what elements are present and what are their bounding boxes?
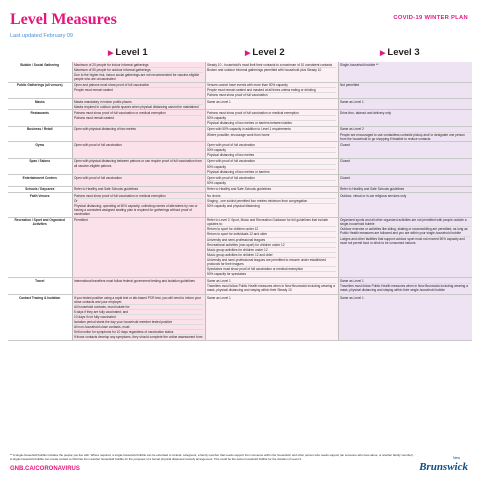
measure-text: Refer to Healthy and Safe Schools guidelines — [207, 187, 272, 192]
measure-text: Physical distancing of two metres or barriers between tables — [207, 121, 292, 126]
level-3-cell — [338, 192, 472, 217]
measure-text: Open with proof of full vaccination — [207, 143, 336, 148]
level-2-cell — [205, 277, 338, 294]
level-1-cell — [72, 175, 205, 186]
level-3-cell — [338, 217, 472, 277]
measure-text: Physical distancing; operating at 50% capacity; collecting names of attendees by row or having a consistent assigned seating plan is required for gatherings without proof of vaccination — [74, 203, 198, 216]
measure-text: Single-household bubble ** — [340, 62, 379, 67]
measure-text: Closed — [340, 159, 350, 164]
level-2-cell — [205, 82, 338, 98]
measure-text: Same as Level 1 — [207, 99, 231, 104]
row-category: Business / Retail — [8, 126, 72, 141]
measure-text: Closed — [340, 142, 350, 147]
measure-text: Music group activities for children under 12 — [207, 248, 336, 253]
measure-text: Maximum of 50 people for outdoor informal gatherings — [74, 68, 203, 73]
measure-text: Where possible, encourage work from home — [207, 132, 270, 137]
measure-text: 50% capacity — [207, 148, 336, 153]
level-1-header: ▶ Level 1 — [108, 47, 148, 58]
measure-text: Open with proof of full vaccination — [74, 175, 122, 180]
row-category: Bubble / Social Gathering — [8, 62, 72, 82]
level-1-cell — [72, 158, 205, 174]
measure-text: 50% capacity — [207, 116, 336, 121]
table-row — [8, 126, 472, 141]
footnote: ** A single-household bubble includes the people you live with. Where required, a single-household bubble can be extended to include: caregivers; a family member that needs support from someone within the household; and other person who needs support (an someone who lives alone, or another family member). A single-household bubble can create contact a child has from another household bubble for the purposes of a formal physical distanced custody arrangement. This could be the same household bubble for the duration of Level 3. — [10, 453, 414, 461]
measure-text: 50% capacity — [207, 165, 336, 170]
level-2-cell — [205, 99, 338, 110]
measure-text: Broken and outdoor informal gatherings permitted with household plus Steady 10 — [207, 67, 322, 72]
measure-text: Masks required in outdoor public spaces when physical distancing cannot be maintained — [74, 104, 199, 109]
measure-text: Due to the higher risk, indoor social gatherings are not recommended for vaccine-eligible people who are unvaccinated — [74, 72, 200, 81]
measure-text: 10 days if not fully vaccinated — [74, 315, 203, 320]
measure-text: Organized sports and all other organized activities are not permitted with people outside a single-household bubble — [340, 218, 471, 227]
level-3-cell — [338, 82, 472, 98]
measure-text: All non-household close contacts, must: — [74, 325, 203, 330]
table-row — [8, 158, 472, 174]
measure-text: Refer to Level 2: Sport, Music and Recreation Guidance for full guidelines that include updates to: — [207, 218, 336, 227]
row-category: Entertainment Centres — [8, 175, 72, 186]
level-2-cell — [205, 217, 338, 277]
measure-text: 5 days if they are fully vaccinated; and — [74, 310, 203, 315]
row-category: Gyms — [8, 142, 72, 158]
level-2-cell — [205, 192, 338, 217]
row-category: Faith Venues — [8, 192, 72, 217]
table-row — [8, 62, 472, 82]
level-2-cell — [205, 126, 338, 141]
measure-text: Not permitted — [340, 83, 360, 88]
measure-text: Closed — [340, 175, 350, 180]
measure-text: All household contacts, must isolate for: — [74, 305, 203, 310]
row-category: Recreation / Sport and Organized Activities — [8, 217, 72, 277]
level-2-cell — [205, 158, 338, 174]
measure-text: Patrons must show proof of full vaccination or medical exemption — [207, 111, 336, 116]
row-category: Travel — [8, 277, 72, 294]
measure-text: Refer to Healthy and Safe Schools guidelines — [74, 187, 139, 192]
measure-text: Recreational activities (non-sport) for children under 12 — [207, 243, 336, 248]
row-category: Schools / Daycares — [8, 186, 72, 192]
measure-text: Singing - one soloist permitted four metres minimum from congregation — [207, 199, 336, 204]
row-category: Public Gatherings (all venues) — [8, 82, 72, 98]
measure-text: 50% capacity and physical distancing — [207, 203, 260, 208]
row-category: Masks — [8, 99, 72, 110]
table-row — [8, 110, 472, 126]
arrow-icon: ▶ — [245, 50, 251, 57]
measure-text: People must remain seated and masked at all times unless eating or drinking — [207, 88, 336, 93]
level-1-cell — [72, 192, 205, 217]
level-2-header: ▶ Level 2 — [245, 47, 285, 58]
level-1-cell — [72, 142, 205, 158]
measure-text: Patrons must remain seated — [74, 116, 114, 121]
measure-text: Same as Level 1 — [340, 295, 364, 300]
level-2-cell — [205, 142, 338, 158]
measure-text: Same as Level 1 — [340, 99, 364, 104]
measure-text: University and semi-professional leagues are permitted to resume under established protocols for their leagues — [207, 258, 336, 267]
table-row — [8, 294, 472, 340]
measure-text: Maximum of 20 people for indoor informal gatherings — [74, 63, 203, 68]
level-1-cell — [72, 110, 205, 126]
measure-text: Self-monitor for symptoms for 10 days regardless of vaccination status — [74, 330, 203, 335]
level-1-cell — [72, 277, 205, 294]
table-row — [8, 99, 472, 110]
table-row — [8, 142, 472, 158]
measure-text: Open with 50% capacity in addition to Level 1 requirements — [207, 127, 336, 132]
table-row — [8, 192, 472, 217]
level-3-cell — [338, 158, 472, 174]
measure-text: Travellers must follow Public Health measures when in New Brunswick including wearing a mask, physical distancing and staying within their Steady 10 — [207, 283, 335, 292]
measure-text: Open with proof of full vaccination — [207, 159, 336, 164]
measure-text: Or — [74, 199, 203, 204]
measure-text: Open with proof of full vaccination — [74, 142, 122, 147]
measure-text: Patrons must show proof of full vaccination or medical exemption — [74, 111, 203, 116]
level-3-cell — [338, 142, 472, 158]
row-category: Spas / Salons — [8, 158, 72, 174]
measure-text: Same as Level 1 — [207, 295, 231, 300]
level-2-cell — [205, 175, 338, 186]
level-1-cell — [72, 217, 205, 277]
level-3-cell — [338, 110, 472, 126]
measure-text: Open and patrons must show proof of full vaccination — [74, 83, 203, 88]
row-category: Contact Tracing & Isolation — [8, 294, 72, 340]
level-2-cell — [205, 62, 338, 82]
measure-text: University and semi-professional leagues — [207, 238, 336, 243]
measure-text: International travellers must follow federal government testing and isolation guidelines — [74, 278, 195, 283]
measure-text: Return to sport for children under 12 — [207, 227, 336, 232]
plan-label: COVID-19 WINTER PLAN — [393, 15, 468, 21]
measure-text: Permitted — [74, 218, 88, 223]
level-3-cell — [338, 294, 472, 340]
measure-text: Same as Level 1 — [340, 279, 471, 284]
measure-text: People must remain seated — [74, 88, 113, 93]
nb-logo — [408, 455, 468, 475]
measure-text: Return to sport for individuals 12 and older — [207, 232, 336, 237]
level-3-cell — [338, 175, 472, 186]
measure-text: 50% capacity for spectators — [207, 272, 247, 277]
level-3-cell — [338, 62, 472, 82]
measure-text: Lodges and other facilities that support outdoor sport must not exceed 50% capacity and must not permit food or drink to be consumed indoors — [340, 236, 465, 245]
level-1-cell — [72, 82, 205, 98]
measure-text: If those contacts develop any symptoms, they should complete the online assessment form — [74, 335, 203, 340]
table-row — [8, 175, 472, 186]
measure-text: No choirs — [207, 194, 336, 199]
measure-text: Venues cannot have events with more than 50% capacity — [207, 83, 336, 88]
level-1-cell — [72, 99, 205, 110]
arrow-icon: ▶ — [108, 50, 114, 57]
measure-text: Music group activities for children 12 and older — [207, 253, 336, 258]
page-title: Level Measures — [10, 11, 117, 28]
level-3-cell — [338, 277, 472, 294]
measure-text: Patrons must show proof of full vaccination or medical exemption — [74, 194, 203, 199]
level-1-cell — [72, 62, 205, 82]
level-2-cell — [205, 110, 338, 126]
measure-text: Travellers must follow Public Health measures when in New Brunswick including wearing a mask, physical distancing and staying within their single-household bubble — [340, 283, 468, 292]
level-headers — [0, 47, 480, 61]
measure-text: Physical distancing of two metres or barriers — [207, 169, 270, 174]
measure-text: Outdoor exercise or activities like skiing, skating or snowmobiling are permitted, as long as Public Health measures are followed and you are within your single-household bubble — [340, 227, 471, 236]
measure-text: Patrons must show proof of full vaccination — [207, 93, 268, 98]
measure-text: Masks mandatory in indoor public places — [74, 100, 203, 105]
level-3-cell — [338, 126, 472, 141]
table-row — [8, 82, 472, 98]
logo-text: Brunswick — [419, 461, 468, 473]
row-category: Restaurants — [8, 110, 72, 126]
measure-text: Refer to Healthy and Safe Schools guidelines — [340, 187, 405, 192]
last-updated: Last updated February 09 — [10, 33, 73, 39]
measure-text: Drive-thru, takeout and delivery only — [340, 111, 392, 115]
measure-text: Open with physical distancing between patrons or can require proof of full vaccination from all vaccine-eligible patrons — [74, 159, 202, 168]
logo-text-top: New — [452, 456, 460, 460]
level-2-cell — [205, 294, 338, 340]
table-row — [8, 277, 472, 294]
level-3-header: ▶ Level 3 — [380, 47, 420, 58]
table-row — [8, 217, 472, 277]
footer-link[interactable]: GNB.CA/CORONAVIRUS — [10, 466, 80, 472]
measure-text: Same as Level 2 — [340, 127, 471, 132]
level-1-cell — [72, 126, 205, 141]
measure-text: Isolation period starts the day your household member tested positive — [74, 320, 203, 325]
measure-text: Outdoor, virtual or in-car religious services only — [340, 193, 407, 198]
measure-text: Steady 10 - household's must limit their contacts to a maximum of 10 consistent contacts — [207, 63, 336, 68]
measure-text: Open with proof of full vaccination — [207, 176, 336, 181]
level-3-cell — [338, 99, 472, 110]
measure-text: 50% capacity — [207, 180, 226, 185]
measure-text: Same as Level 1 — [207, 279, 336, 284]
measure-text: Physical distancing of two metres — [207, 153, 255, 158]
measure-text: People are encouraged to use contactless curbside pickup and/ or designate one person from the household to go shopping if feasible to reduce contacts — [340, 132, 465, 141]
measure-text: Open with physical distancing of two metres — [74, 127, 137, 132]
measure-text: Spectators must show proof of full vaccination or medical exemption — [207, 267, 336, 272]
measures-table — [8, 62, 472, 341]
measure-text: If you tested positive using a rapid test or lab-based PCR test, you will need to inform your close contacts and your employer. — [74, 295, 202, 304]
arrow-icon: ▶ — [380, 50, 386, 57]
level-1-cell — [72, 294, 205, 340]
